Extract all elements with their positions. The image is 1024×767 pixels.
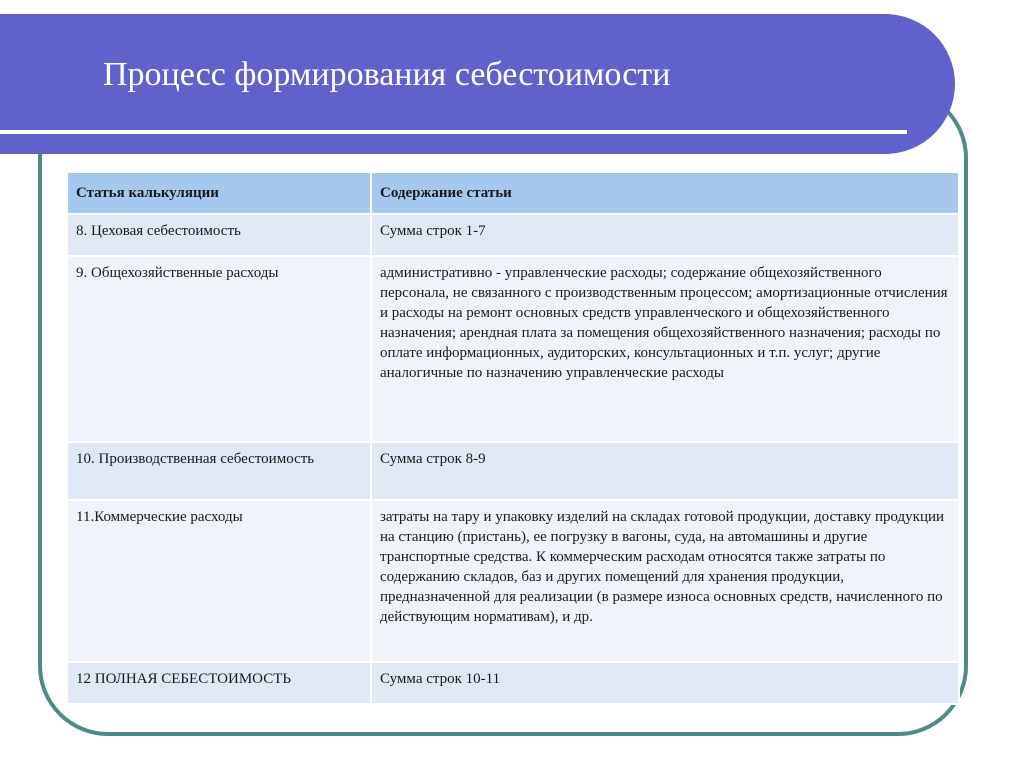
row-item: 12 ПОЛНАЯ СЕБЕСТОИМОСТЬ xyxy=(67,662,371,704)
banner-divider xyxy=(0,130,907,134)
row-item: 8. Цеховая себестоимость xyxy=(67,214,371,256)
header-content: Содержание статьи xyxy=(371,172,959,214)
table-row xyxy=(67,256,959,442)
table-row xyxy=(67,214,959,256)
table-row xyxy=(67,500,959,662)
slide-title: Процесс формирования себестоимости xyxy=(103,56,671,93)
row-content: Сумма строк 1-7 xyxy=(371,214,959,256)
header-item: Статья калькуляции xyxy=(67,172,371,214)
row-item: 11.Коммерческие расходы xyxy=(67,500,371,662)
table-header-row xyxy=(67,172,959,214)
row-content: Сумма строк 8-9 xyxy=(371,442,959,500)
table-row xyxy=(67,442,959,500)
cost-table xyxy=(66,171,960,705)
table-row xyxy=(67,662,959,704)
row-item: 10. Производственная себестоимость xyxy=(67,442,371,500)
row-item: 9. Общехозяйственные расходы xyxy=(67,256,371,442)
row-content: затраты на тару и упаковку изделий на складах готовой продукции, доставку продукции на станцию (пристань), ее погрузку в вагоны, суда, на автомашины и другие транспортные средства. К коммерческим расходам относятся также затраты по содержанию складов, баз и других помещений для хранения продукции, предназначенной для реализации (в размере износа основных средств, начисленного по действующим нормативам), и др. xyxy=(371,500,959,662)
row-content: административно - управленческие расходы; содержание общехозяйственного персонала, не связанного с производственным процессом; амортизационные отчисления и расходы на ремонт основных средств управленческого и общехозяйственного назначения; арендная плата за помещения общехозяйственного назначения; расходы по оплате информационных, аудиторских, консультационных и т.п. услуг; другие аналогичные по назначению управленческие расходы xyxy=(371,256,959,442)
row-content: Сумма строк 10-11 xyxy=(371,662,959,704)
